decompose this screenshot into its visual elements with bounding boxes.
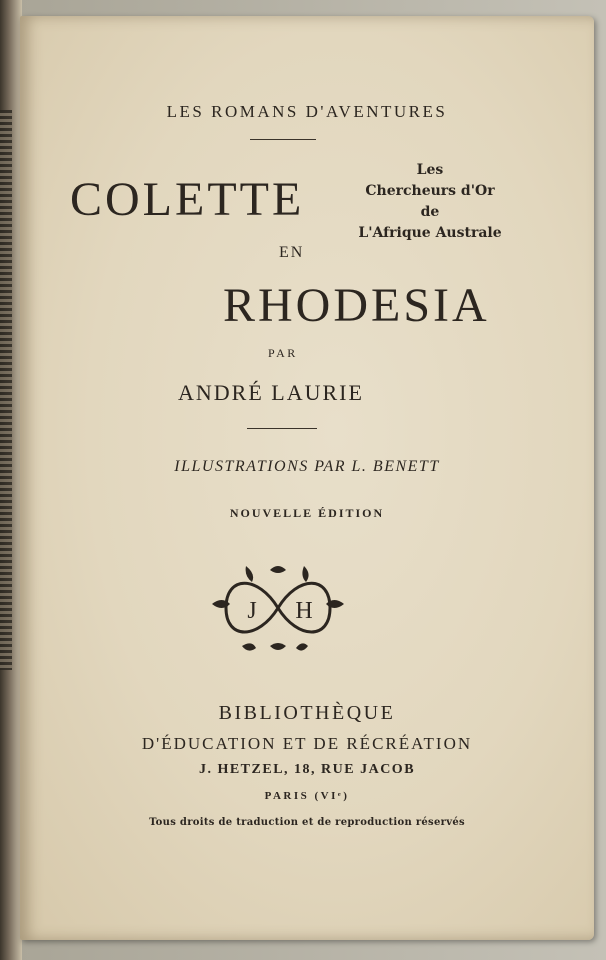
subtitle-line: Chercheurs d'Or bbox=[365, 183, 495, 199]
publisher-city: PARIS (VIᵉ) bbox=[264, 790, 350, 802]
svg-text:H: H bbox=[295, 598, 313, 624]
subtitle-line: de bbox=[420, 204, 440, 220]
title-page bbox=[20, 16, 594, 940]
subtitle-line: L'Afrique Australe bbox=[358, 225, 502, 241]
facing-page-illustration bbox=[0, 110, 12, 670]
publisher-collection: D'ÉDUCATION ET DE RÉCRÉATION bbox=[141, 734, 473, 753]
title-rhodesia: RHODESIA bbox=[223, 279, 490, 332]
publisher-monogram-icon bbox=[208, 560, 348, 656]
divider-rule bbox=[250, 139, 316, 140]
author-name: ANDRÉ LAURIE bbox=[178, 380, 364, 405]
edition-label: NOUVELLE ÉDITION bbox=[229, 506, 385, 520]
by-label: PAR bbox=[268, 346, 298, 360]
rights-notice: Tous droits de traduction et de reproduction réservés bbox=[149, 817, 465, 828]
subtitle-block bbox=[350, 160, 510, 244]
divider-rule bbox=[247, 428, 317, 429]
publisher-name: BIBLIOTHÈQUE bbox=[218, 702, 396, 724]
subtitle-line: Les bbox=[416, 162, 444, 178]
svg-text:J: J bbox=[247, 598, 257, 624]
illustrator-credit: ILLUSTRATIONS PAR L. BENETT bbox=[174, 458, 440, 475]
title-conjunction: EN bbox=[279, 244, 305, 261]
publisher-address: J. HETZEL, 18, RUE JACOB bbox=[198, 762, 416, 777]
series-title: LES ROMANS D'AVENTURES bbox=[166, 102, 448, 121]
title-colette: COLETTE bbox=[70, 173, 305, 226]
